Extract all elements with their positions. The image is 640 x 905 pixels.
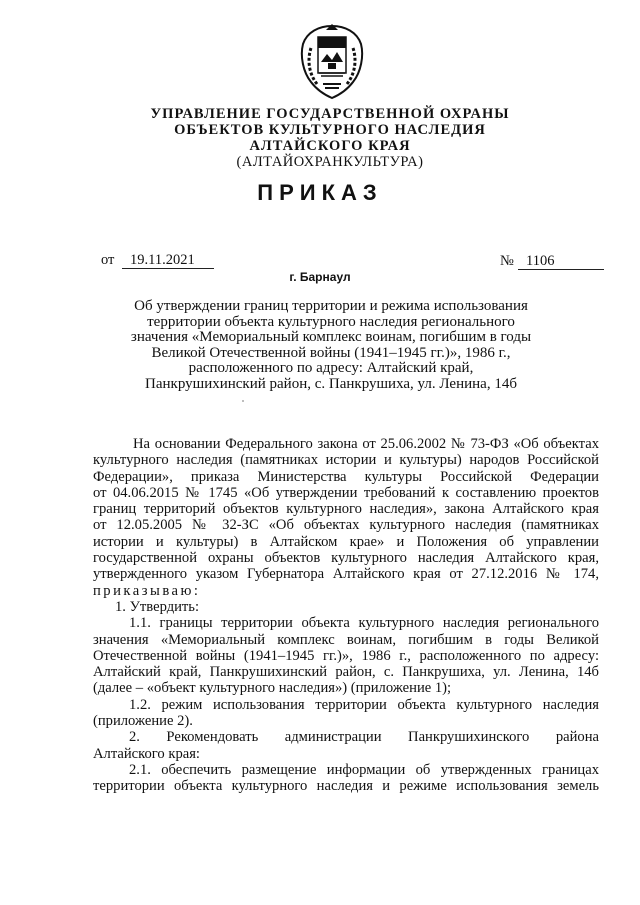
body-line: 1.1. границы территории объекта культурного наследия регионального [129,615,599,632]
body-line: 2. Рекомендовать администрации Панкрушихинского района [129,729,599,746]
body-line: территории объекта культурного наследия и режиме использования земель [93,778,599,795]
body-line: 2.1. обеспечить размещение информации об утвержденных границах [129,761,599,778]
document-title: ПРИКАЗ [257,180,383,205]
org-name-line: АЛТАЙСКОГО КРАЯ [249,138,411,154]
org-name-line: ОБЪЕКТОВ КУЛЬТУРНОГО НАСЛЕДИЯ [174,122,486,138]
scan-speck [242,400,244,402]
order-date: 19.11.2021 [122,252,214,269]
org-abbreviation: (АЛТАЙОХРАНКУЛЬТУРА) [236,154,424,170]
subject-line: Об утверждении границ территории и режима использования [134,298,528,314]
date-label: от [101,252,115,268]
body-line: 1.2. режим использования территории объекта культурного наследия [129,696,599,713]
order-subject [118,299,544,392]
subject-line: Великой Отечественной войны (1941–1945 гг.)», 1986 г., [151,344,511,361]
body-line: (приложение 2). [93,713,193,730]
body-line: государственной охраны объектов культурного наследия Алтайского края, [93,550,599,567]
subject-line: Панкрушихинский район, с. Панкрушиха, ул. Ленина, 14б [145,375,517,392]
body-line: 1. Утвердить: [115,598,200,615]
body-line: культурного наследия (памятниках истории и культуры) народов Российской [93,452,599,469]
body-line: Алтайского края: [93,745,200,762]
body-line: утвержденного указом Губернатора Алтайского края от 27.12.2016 № 174, [93,566,599,583]
body-line: Федерации», приказа Министерства культуры Российской Федерации [93,468,599,485]
number-label: № [500,253,514,269]
subject-line: значения «Мемориальный комплекс воинам, погибшим в годы [130,329,532,345]
org-name-line: УПРАВЛЕНИЕ ГОСУДАРСТВЕННОЙ ОХРАНЫ [150,106,510,122]
body-line-decree: приказываю: [93,582,201,599]
body-line: от 12.05.2005 № 32-ЗС «Об объектах культурного наследия (памятниках [93,517,599,534]
body-line: истории и культуры) в Алтайском крае» и Положения об управлении [93,533,599,550]
body-line: Алтайский край, Панкрушихинский район, с. Панкрушиха, ул. Ленина, 14б [93,664,599,681]
subject-line: территории объекта культурного наследия регионального [147,313,515,330]
body-line: границ территорий объектов культурного наследия», закона Алтайского края [93,501,599,518]
subject-line: расположенного по адресу: Алтайский край, [188,360,474,376]
body-line: значения «Мемориальный комплекс воинам, погибшим в годы Великой [93,631,599,648]
issue-city: г. Барнаул [289,270,351,284]
body-line: На основании Федерального закона от 25.06.2002 № 73-ФЗ «Об объектах [133,436,599,452]
body-line: от 04.06.2015 № 1745 «Об утверждении требований к составлению проектов [93,484,599,501]
order-body [93,436,599,795]
issuing-authority [100,106,560,170]
order-number: 1106 [518,253,604,270]
body-line: (далее – «объект культурного наследия») (приложение 1); [93,680,452,697]
coat-of-arms-emblem [297,22,367,100]
body-line: Отечественной войны (1941–1945 гг.)», 1986 г., расположенного по адресу: [93,647,599,664]
